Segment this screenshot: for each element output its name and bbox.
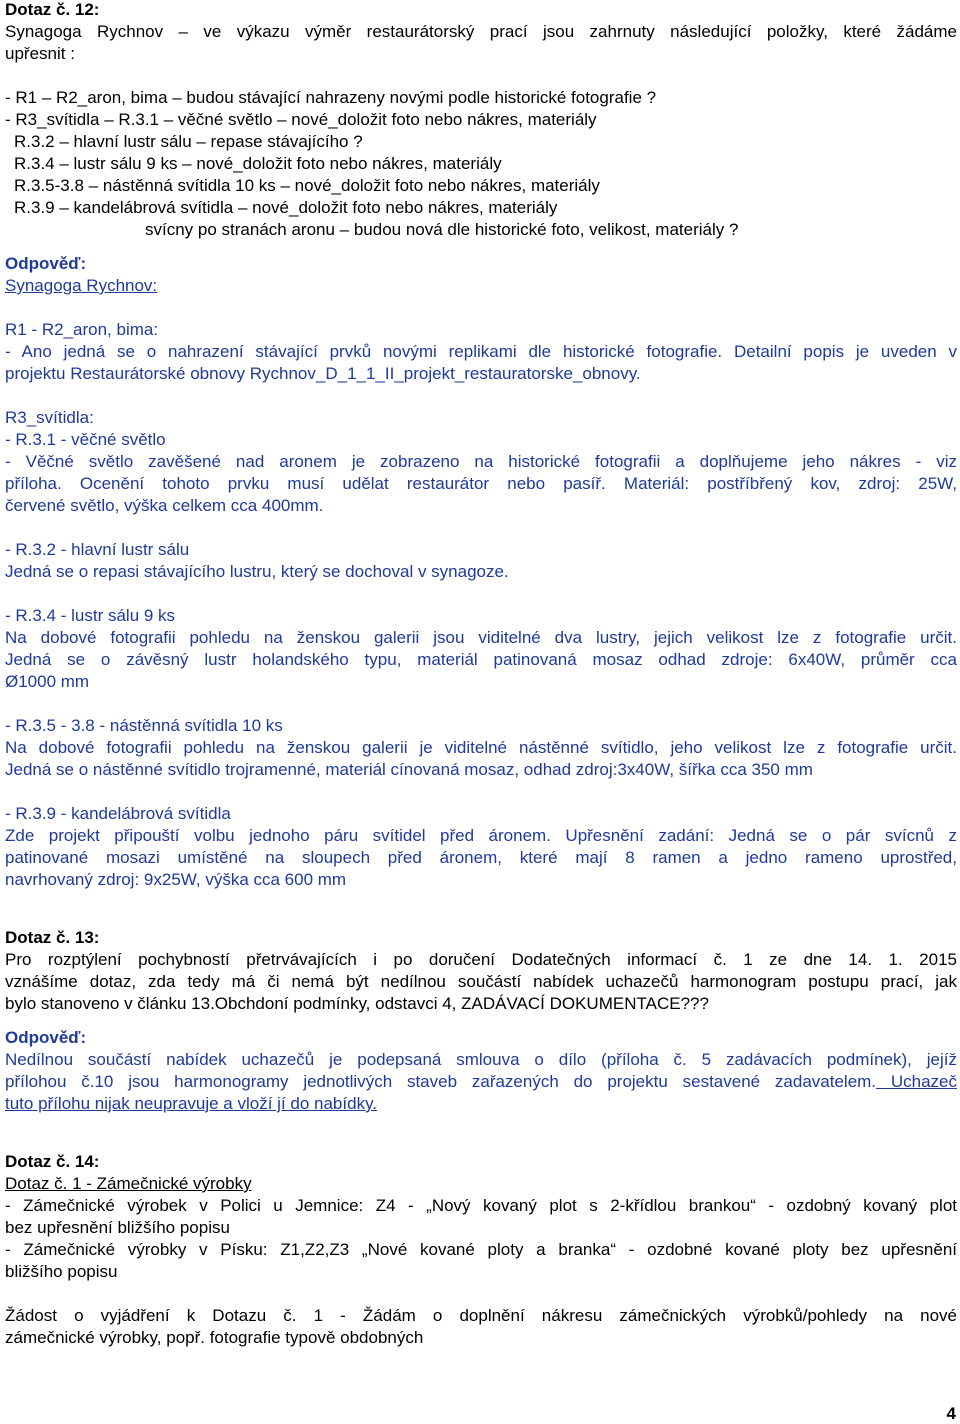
q12-heading: Dotaz č. 12: (5, 0, 100, 19)
r31-text-line: příloha. Ocenění tohoto prvku musí udělat restaurátor nebo pasíř. Materiál: postříbřený kov, zdroj: 25W, (5, 474, 957, 493)
q13-heading: Dotaz č. 13: (5, 928, 100, 947)
q13-text-line: Pro rozptýlení pochybností přetrvávajících i po doručení Dodatečných informací č. 1 ze dne 14. 1. 2015 (5, 950, 957, 969)
q12-intro-line: upřesnit : (5, 44, 75, 63)
r31-heading: - R.3.1 - věčné světlo (5, 430, 166, 449)
q14-subheading: Dotaz č. 1 - Zámečnické výrobky (5, 1174, 252, 1193)
q14-request-line: Žádost o vyjádření k Dotazu č. 1 - Žádám o doplnění nákresu zámečnických výrobků/pohledy na nové (5, 1306, 957, 1325)
r1-text-line: - Ano jedná se o nahrazení stávající prvků novými replikami dle historické fotografie. Detailní popis je uveden v (5, 342, 957, 361)
q12-item: svícny po stranách aronu – budou nová dle historické foto, velikost, materiály ? (145, 220, 739, 239)
r31-text-line: červené světlo, výška celkem cca 400mm. (5, 496, 324, 515)
r34-text-line: Na dobové fotografii pohledu na ženskou galerii jsou viditelné dva lustry, jejich velikost lze z fotografie určit. (5, 628, 957, 647)
r1-heading: R1 - R2_aron, bima: (5, 320, 159, 339)
page-number: 4 (946, 1404, 956, 1423)
r34-text-line: Ø1000 mm (5, 672, 90, 691)
answer-subject: Synagoga Rychnov: (5, 276, 158, 295)
q13-text-line: vznášíme dotaz, zda tedy má či nemá být nedílnou součástí nabídek uchazečů harmonogram postupu prací, jak (5, 972, 957, 991)
r34-heading: - R.3.4 - lustr sálu 9 ks (5, 606, 176, 625)
r32-heading: - R.3.2 - hlavní lustr sálu (5, 540, 190, 559)
r39-text-line: Zde projekt připouští volbu jednoho páru svítidel před áronem. Upřesnění zadání: Jedná se o pár svícnů z (5, 826, 957, 845)
r35-heading: - R.3.5 - 3.8 - nástěnná svítidla 10 ks (5, 716, 283, 735)
r3-heading: R3_svítidla: (5, 408, 94, 427)
answer-label: Odpověď: (5, 1028, 87, 1047)
q12-item: R.3.4 – lustr sálu 9 ks – nové_doložit foto nebo nákres, materiály (14, 154, 502, 173)
q13-answer-line: tuto přílohu nijak neupravuje a vloží jí do nabídky. (5, 1094, 378, 1113)
q14-request-line: zámečnické výrobky, popř. fotografie typově obdobných (5, 1328, 424, 1347)
q14-heading: Dotaz č. 14: (5, 1152, 100, 1171)
q13-answer-line: přílohou č.10 jsou harmonogramy jednotlivých staveb zařazených do projektu sestavené zadavatelem. Uchazeč (5, 1072, 957, 1091)
q14-line: - Zámečnické výrobek v Polici u Jemnice: Z4 - „Nový kovaný plot s 2-křídlou brankou“ - ozdobný kovaný plot (5, 1196, 957, 1215)
answer-label: Odpověď: (5, 254, 87, 273)
r39-heading: - R.3.9 - kandelábrová svítidla (5, 804, 231, 823)
q13-answer-line: Nedílnou součástí nabídek uchazečů je podepsaná smlouva o dílo (příloha č. 5 zadávacích podmínek), jejíž (5, 1050, 957, 1069)
r35-text-line: Na dobové fotografii pohledu na ženskou galerii je viditelné nástěnné svítidlo, jeho velikost lze z fotografie určit. (5, 738, 957, 757)
q12-item: - R1 – R2_aron, bima – budou stávající nahrazeny novými podle historické fotografie ? (5, 88, 657, 107)
q13-text-line: bylo stanoveno v článku 13.Obchdoní podmínky, odstavci 4, ZADÁVACÍ DOKUMENTACE??? (5, 994, 709, 1013)
q14-line: - Zámečnické výrobky v Písku: Z1,Z2,Z3 „Nové kované ploty a branka“ - ozdobné kované ploty bez upřesnění (5, 1240, 957, 1259)
r39-text-line: navrhovaný zdroj: 9x25W, výška cca 600 mm (5, 870, 347, 889)
q12-item: - R3_svítidla – R.3.1 – věčné světlo – nové_doložit foto nebo nákres, materiály (5, 110, 597, 129)
r35-text-line: Jedná se o nástěnné svítidlo trojramenné, materiál cínovaná mosaz, odhad zdroj:3x40W, šířka cca 350 mm (5, 760, 813, 779)
r39-text-line: patinované mosazi umístěné na sloupech před áronem, které mají 8 ramen a jedno rameno uprostřed, (5, 848, 957, 867)
q14-line: bližšího popisu (5, 1262, 118, 1281)
q12-intro-line: Synagoga Rychnov – ve výkazu výměr restaurátorský prací jsou zahrnuty následující položky, které žádáme (5, 22, 957, 41)
r1-text-line: projektu Restaurátorské obnovy Rychnov_D_1_1_II_projekt_restauratorske_obnovy. (5, 364, 641, 383)
q12-item: R.3.5-3.8 – nástěnná svítidla 10 ks – nové_doložit foto nebo nákres, materiály (14, 176, 600, 195)
r34-text-line: Jedná se o závěsný lustr holandského typu, materiál patinovaná mosaz odhad zdroje: 6x40W, průměr cca (5, 650, 957, 669)
r32-text: Jedná se o repasi stávajícího lustru, který se dochoval v synagoze. (5, 562, 509, 581)
q12-item: R.3.2 – hlavní lustr sálu – repase stávajícího ? (14, 132, 363, 151)
r31-text-line: - Věčné světlo zavěšené nad aronem je zobrazeno na historické fotografii a doplňujeme jeho nákres - viz (5, 452, 957, 471)
q12-item: R.3.9 – kandelábrová svítidla – nové_doložit foto nebo nákres, materiály (14, 198, 558, 217)
q14-line: bez upřesnění bližšího popisu (5, 1218, 230, 1237)
